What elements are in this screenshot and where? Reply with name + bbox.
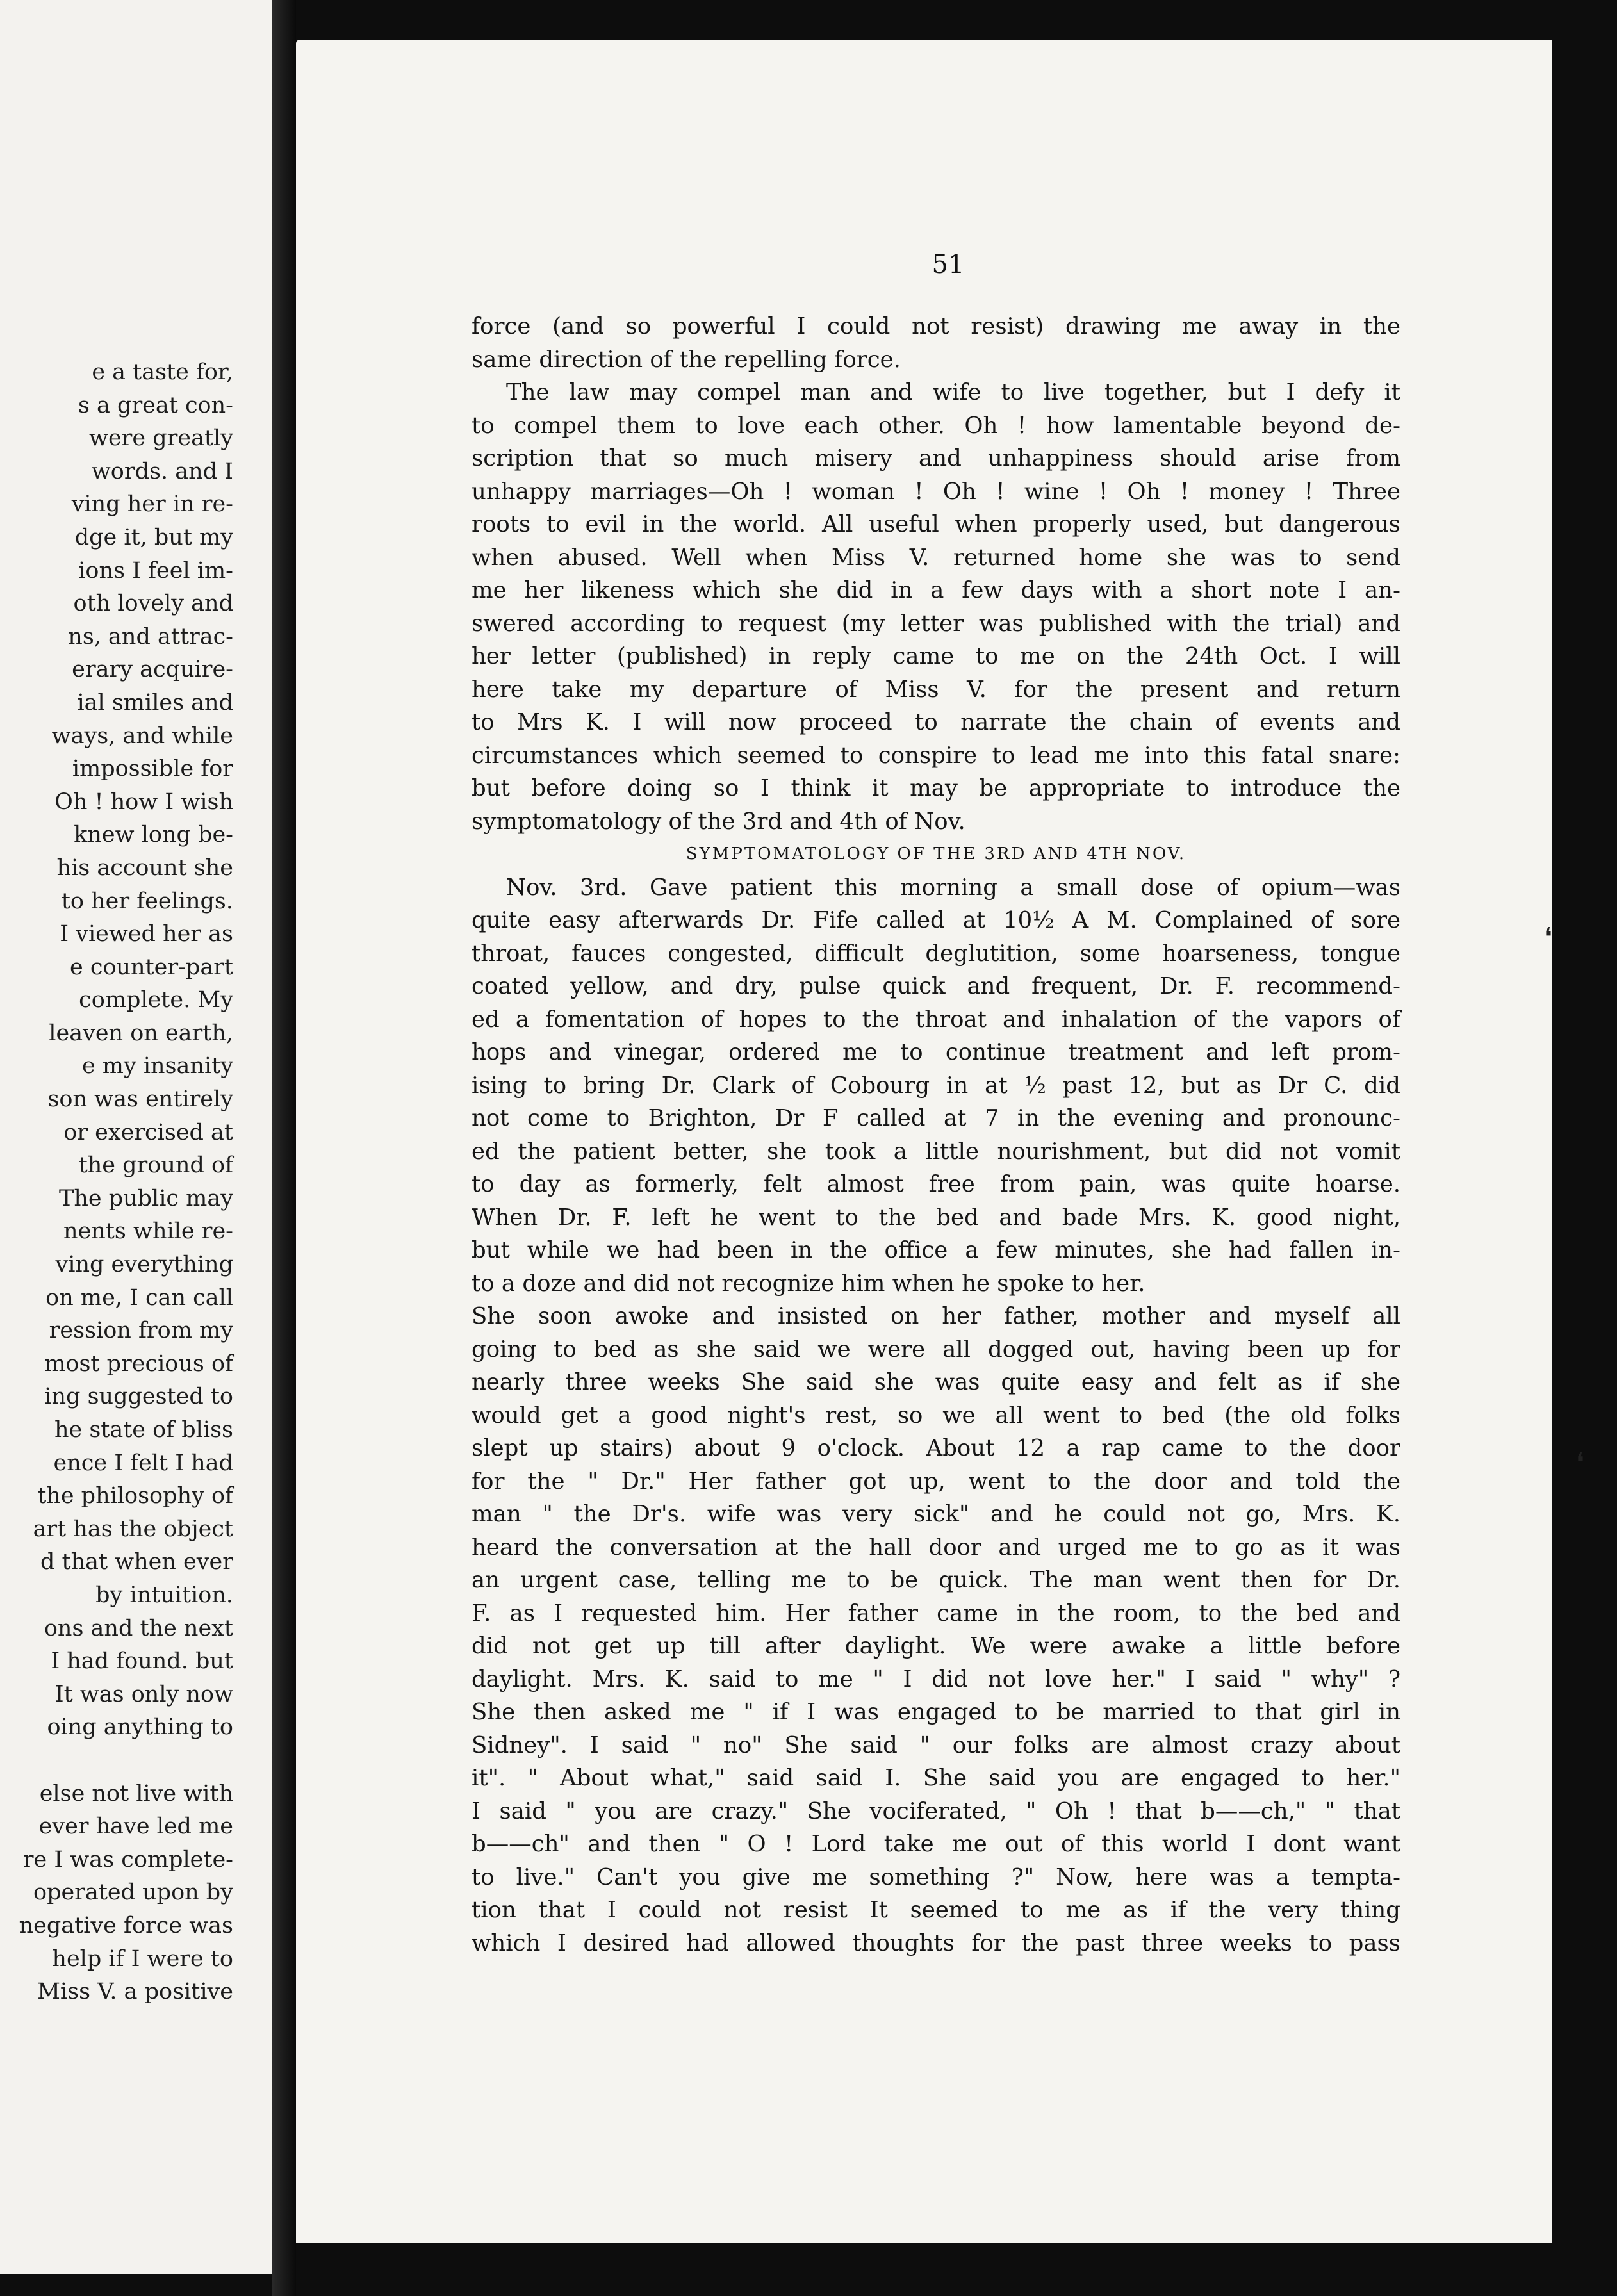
text-line: but before doing so I think it may be appropriate to introduce the [472, 775, 1400, 801]
text-line: operated upon by [33, 1880, 233, 1906]
text-line: for the " Dr." Her father got up, went to the door and told the [472, 1468, 1400, 1495]
text-line: negative force was [19, 1912, 233, 1939]
text-line: ression from my [49, 1318, 233, 1344]
text-line: an urgent case, telling me to be quick. The man went then for Dr. [472, 1567, 1400, 1593]
text-line: circumstances which seemed to conspire to lead me into this fatal snare: [472, 742, 1400, 769]
text-line: not come to Brighton, Dr F called at 7 in the evening and pronounc- [472, 1105, 1400, 1131]
text-line: nearly three weeks She said she was quite easy and felt as if she [472, 1369, 1400, 1395]
text-line: coated yellow, and dry, pulse quick and frequent, Dr. F. recommend- [472, 973, 1400, 999]
text-line: I had found. but [51, 1648, 233, 1675]
text-line: to her feelings. [61, 888, 233, 914]
text-line: help if I were to [52, 1946, 233, 1972]
text-line: e counter-part [70, 954, 233, 980]
text-line: ving her in re- [71, 491, 233, 518]
section-heading: SYMPTOMATOLOGY OF THE 3RD AND 4TH NOV. [685, 844, 1186, 864]
text-line: ial smiles and [77, 689, 233, 716]
text-line: heard the conversation at the hall door and urged me to go as it was [472, 1534, 1400, 1561]
text-line: the philosophy of [37, 1483, 233, 1509]
margin-mark: ❛ [1544, 922, 1552, 952]
text-line: nents while re- [63, 1218, 233, 1245]
text-line: ways, and while [51, 723, 233, 749]
text-line: e my insanity [81, 1053, 233, 1079]
gutter-shadow [272, 0, 296, 2296]
text-line: hops and vinegar, ordered me to continue treatment and left prom- [472, 1039, 1400, 1065]
text-line: I viewed her as [60, 921, 233, 947]
text-line: When Dr. F. left he went to the bed and bade Mrs. K. good night, [472, 1204, 1400, 1231]
text-line: complete. My [79, 987, 233, 1013]
right-page-text [472, 310, 1400, 1960]
text-line: swered according to request (my letter was published with the trial) and [472, 610, 1400, 637]
text-line: impossible for [72, 756, 233, 782]
text-line: he state of bliss [54, 1417, 233, 1443]
text-line: She then asked me " if I was engaged to be married to that girl in [472, 1699, 1400, 1725]
text-line: to live." Can't you give me something ?" Now, here was a tempta- [472, 1864, 1400, 1890]
page-number: 51 [932, 250, 965, 279]
text-line: force (and so powerful I could not resist) drawing me away in the [472, 313, 1400, 340]
text-line: d that when ever [40, 1549, 233, 1575]
text-line: throat, fauces congested, difficult deglutition, some hoarseness, tongue [472, 940, 1400, 967]
text-line: me her likeness which she did in a few days with a short note I an- [472, 577, 1400, 603]
text-line: dge it, but my [74, 524, 233, 550]
text-line: ed the patient better, she took a little nourishment, but did not vomit [472, 1138, 1400, 1165]
text-line: or exercised at [63, 1119, 233, 1145]
text-line: oing anything to [47, 1714, 233, 1741]
text-line: did not get up till after daylight. We were awake a little before [472, 1633, 1400, 1659]
text-line: Miss V. a positive [37, 1979, 233, 2005]
text-line: b——ch" and then " O ! Lord take me out of this world I dont want [472, 1831, 1400, 1857]
text-line: to a doze and did not recognize him when he spoke to her. [472, 1270, 1145, 1297]
text-line: son was entirely [47, 1086, 233, 1113]
text-line: Oh ! how I wish [54, 789, 233, 815]
margin-mark: ❛ [1576, 1448, 1584, 1477]
text-line: erary acquire- [72, 657, 233, 683]
text-line: her letter (published) in reply came to me on the 24th Oct. I will [472, 643, 1400, 669]
text-line: F. as I requested him. Her father came in the room, to the bed and [472, 1600, 1400, 1627]
text-line: ising to bring Dr. Clark of Cobourg in at ½ past 12, but as Dr C. did [472, 1072, 1400, 1099]
text-line: ons and the next [44, 1615, 233, 1641]
text-line: Nov. 3rd. Gave patient this morning a small dose of opium—was [506, 874, 1400, 901]
text-line: else not live with [39, 1780, 233, 1807]
text-line: Sidney". I said " no" She said " our folks are almost crazy about [472, 1732, 1400, 1759]
text-line: quite easy afterwards Dr. Fife called at 10½ A M. Complained of sore [472, 907, 1400, 933]
text-line: which I desired had allowed thoughts for the past three weeks to pass [472, 1930, 1400, 1956]
text-line: ions I feel im- [78, 557, 233, 584]
text-line: to compel them to love each other. Oh ! how lamentable beyond de- [472, 412, 1400, 439]
text-line: roots to evil in the world. All useful when properly used, but dangerous [472, 511, 1400, 537]
text-line: ever have led me [38, 1814, 233, 1840]
text-line: ving everything [55, 1252, 233, 1278]
text-line: but while we had been in the office a few minutes, she had fallen in- [472, 1237, 1400, 1263]
text-line: tion that I could not resist It seemed to me as if the very thing [472, 1897, 1400, 1923]
text-line: unhappy marriages—Oh ! woman ! Oh ! wine ! Oh ! money ! Three [472, 478, 1400, 505]
text-line: daylight. Mrs. K. said to me " I did not love her." I said " why" ? [472, 1666, 1400, 1693]
text-line: on me, I can call [45, 1284, 233, 1311]
text-line: ence I felt I had [53, 1450, 233, 1476]
left-page [0, 0, 272, 2274]
text-line: most precious of [44, 1350, 233, 1377]
text-line: e a taste for, [92, 359, 233, 385]
text-line: words. and I [91, 458, 233, 484]
left-page-text [0, 356, 233, 2009]
text-line: scription that so much misery and unhappiness should arise from [472, 445, 1400, 472]
text-line: were greatly [89, 425, 233, 452]
text-line: here take my departure of Miss V. for the present and return [472, 676, 1400, 703]
text-line: I said " you are crazy." She vociferated, " Oh ! that b——ch," " that [472, 1798, 1400, 1824]
text-line: It was only now [54, 1681, 233, 1707]
text-line: ed a fomentation of hopes to the throat and inhalation of the vapors of [472, 1006, 1400, 1033]
text-line: to day as formerly, felt almost free from pain, was quite hoarse. [472, 1171, 1400, 1197]
text-line: The law may compel man and wife to live together, but I defy it [506, 379, 1400, 406]
text-line: when abused. Well when Miss V. returned home she was to send [472, 544, 1400, 571]
text-line: to Mrs K. I will now proceed to narrate the chain of events and [472, 709, 1400, 735]
text-line: knew long be- [74, 822, 233, 848]
text-line: the ground of [78, 1152, 233, 1179]
text-line: leaven on earth, [49, 1020, 233, 1046]
text-line: would get a good night's rest, so we all went to bed (the old folks [472, 1402, 1400, 1429]
text-line: his account she [56, 855, 233, 881]
text-line: going to bed as she said we were all dogged out, having been up for [472, 1336, 1400, 1363]
text-line: symptomatology of the 3rd and 4th of Nov. [472, 808, 965, 835]
text-line: oth lovely and [73, 591, 233, 617]
text-line: The public may [58, 1185, 233, 1211]
text-line: ns, and attrac- [68, 623, 233, 650]
text-line [0, 1744, 233, 1778]
text-line: ing suggested to [44, 1384, 233, 1410]
text-line: art has the object [33, 1516, 233, 1542]
text-line: same direction of the repelling force. [472, 346, 901, 373]
text-line: by intuition. [95, 1582, 233, 1608]
text-line: man " the Dr's. wife was very sick" and he could not go, Mrs. K. [472, 1501, 1400, 1527]
text-line: She soon awoke and insisted on her father, mother and myself all [472, 1303, 1400, 1329]
text-line: it". " About what," said said I. She said you are engaged to her." [472, 1765, 1400, 1791]
text-line: s a great con- [78, 392, 233, 418]
text-line: re I was complete- [22, 1846, 233, 1873]
text-line: slept up stairs) about 9 o'clock. About 12 a rap came to the door [472, 1435, 1400, 1461]
